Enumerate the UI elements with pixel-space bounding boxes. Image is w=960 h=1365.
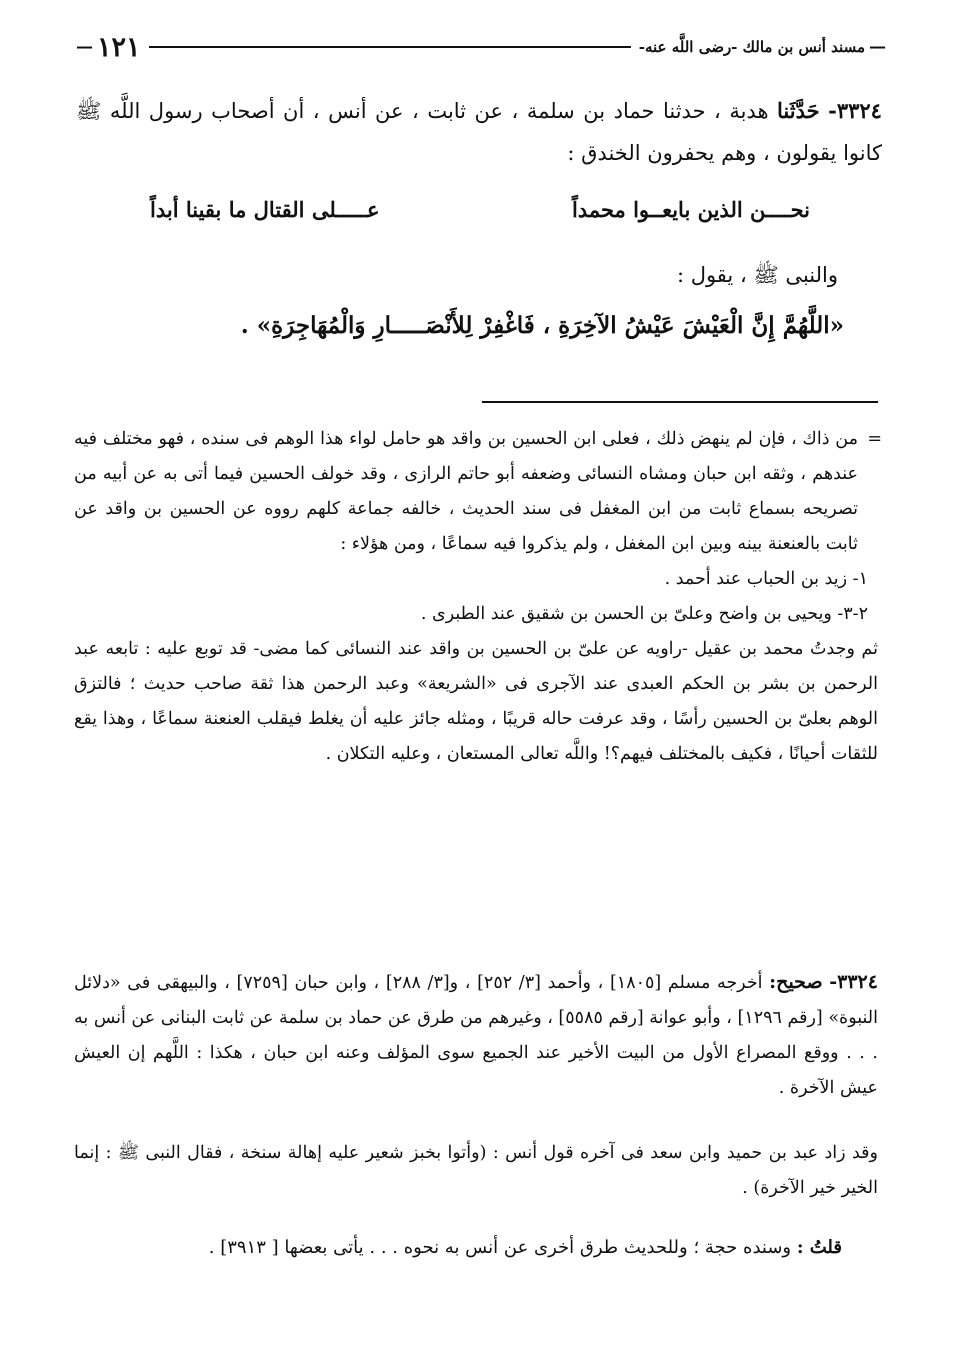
hadith-isnad: هدبة ، حدثنا حماد بن سلمة ، عن ثابت ، عن أنس ، أن أصحاب رسول اللَّه ﷺ كانوا يقولون ، وهم يحفرون الخندق : [76, 99, 882, 165]
poem-verse [150, 197, 810, 237]
hadith-text [76, 90, 882, 174]
qultu-label: قلتُ : [796, 1237, 842, 1258]
verse-second-hemistich: عـــــلى القتال ما بقينا أبداً [150, 197, 380, 222]
addition-paragraph: وقد زاد عبد بن حميد وابن سعد فى آخره قول أنس : (وأتوا بخبز شعير عليه إهالة سنخة ، فقال النبى ﷺ : إنما الخير خير الآخرة) . [74, 1143, 878, 1198]
takhrij-block [74, 965, 878, 1106]
qultu-text: وسنده حجة ؛ وللحديث طرق أخرى عن أنس به نحوه . . . يأتى بعضها [ ٣٩١٣] . [208, 1237, 792, 1258]
running-header: — مسند أنس بن مالك -رضى اللَّه عنه- ١٢١ — [76, 31, 886, 63]
page-number: ١٢١ [97, 31, 141, 63]
header-rule [149, 46, 631, 48]
verse-first-hemistich: نحــــن الذين بايعــوا محمداً [571, 197, 810, 222]
header-title: مسند أنس بن مالك -رضى اللَّه عنه- [638, 38, 865, 56]
footnote-paragraph: ثم وجدتُ محمد بن عقيل -راويه عن علىّ بن الحسين بن واقد عند النسائى كما مضى- قد توبع عليه : تابعه عبد الرحمن بن بشر بن الحكم العبدى عند الآجرى فى «الشريعة» وعبد الرحمن هذا ثقة صاحب حديث ؛ فالتزق الوهم بعلىّ بن الحسين رأسًا ، وقد عرفت حاله قريبًا ، ومثله جائز عليه أن يغلط فيقلب العنعنة سماعًا ، وهذا يقع للثقات أحيانًا ، فكيف بالمختلف فيهم؟! واللَّه تعالى المستعان ، وعليه التكلان . [74, 639, 878, 764]
footnote-separator [482, 401, 878, 403]
hadith-lead: حَدَّثَنا [777, 98, 820, 123]
footnote-list-item: ١- زيد بن الحباب عند أحمد . [664, 569, 868, 589]
hadith-number: ٣٣٢٤- [828, 98, 882, 123]
prophet-prayer: «اللَّهُمَّ إِنَّ الْعَيْشَ عَيْشُ الآخِرَةِ ، فَاغْفِرْ لِلأَنْصَـــــارِ وَالْمُهَاجِرَةِ» . [240, 312, 844, 339]
footnote-paragraph: من ذاك ، فإن لم ينهض ذلك ، فعلى ابن الحسين بن واقد هو حامل لواء هذا الوهم فى سنده ، فهو مختلف فيه عندهم ، وثقه ابن حبان ومشاه النسائى وضعفه أبو حاتم الرازى ، وقد خولف الحسين فيما أتى به عن أبيه من تصريحه بسماع ثابت من ابن المغفل فى سند الحديث ، خالفه جماعة كلهم رووه عن الحسين بن واقد عن ثابت بالعنعنة بينه وبين ابن المغفل ، ولم يذكروا فيه سماعًا ، ومن هؤلاء : [74, 429, 858, 554]
continuation-mark: = [867, 429, 882, 449]
takhrij-text: أخرجه مسلم [١٨٠٥] ، وأحمد [٣/ ٢٥٢] ، و[٣/ ٢٨٨] ، وابن حبان [٧٢٥٩] ، والبيهقى فى «دلائل النبوة» [رقم ١٢٩٦] ، وأبو عوانة [رقم ٥٥٨٥] ، وغيرهم من طرق عن حماد بن سلمة عن ثابت البنانى عن أنس به . . . ووقع المصراع الأول من البيت الأخير عند الجميع سوى المؤلف وعنه ابن حبان ، هكذا : اللَّهم إن العيش عيش الآخرة . [74, 973, 878, 1098]
takhrij-number: ٣٣٢٤- [829, 971, 878, 993]
qultu-line [209, 1230, 842, 1265]
footnote-list-item: ٢-٣- ويحيى بن واضح وعلىّ بن الحسن بن شقيق عند الطبرى . [420, 604, 868, 624]
footnote-block-1 [74, 422, 878, 772]
addition-block [74, 1136, 878, 1206]
takhrij-grade: صحيح: [769, 971, 823, 993]
prophet-line: والنبى ﷺ ، يقول : [676, 263, 838, 287]
